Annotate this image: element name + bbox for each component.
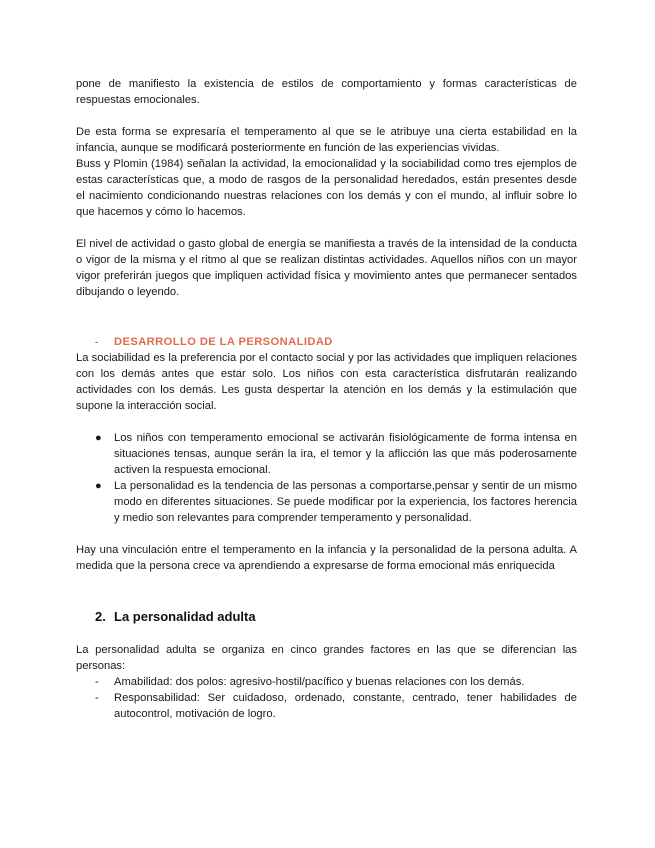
spacer [76, 414, 577, 430]
heading-personalidad-adulta [76, 608, 577, 626]
list-item [76, 690, 577, 722]
spacer [76, 526, 577, 542]
document-page [76, 76, 577, 722]
paragraph-adult-personality: La personalidad adulta se organiza en cinco grandes factores en las que se diferencian las personas: [76, 644, 577, 672]
dash-marker: - [95, 692, 99, 704]
section-heading-desarrollo [76, 334, 577, 350]
spacer [76, 626, 577, 642]
list-item-text: Responsabilidad: Ser cuidadoso, ordenado, constante, centrado, tener habilidades de autocontrol, motivación de logro. [114, 692, 577, 720]
list-item-text: La personalidad es la tendencia de las personas a comportarse,pensar y sentir de un mismo modo en diferentes situaciones. Se puede modificar por la experiencia, los factores herencia y medio son relevantes para comprender temperamento y personalidad. [114, 480, 577, 524]
spacer [76, 300, 577, 334]
list-item-text: Amabilidad: dos polos: agresivo-hostil/pacífico y buenas relaciones con los demás. [114, 676, 525, 688]
list-item-text: Los niños con temperamento emocional se activarán fisiológicamente de forma intensa en situaciones tensas, aunque serán la ira, el temor y la aflicción las que más poderosamente activen la respuesta emocional. [114, 432, 577, 476]
heading-number: 2. [95, 609, 106, 624]
paragraph-sociability: La sociabilidad es la preferencia por el contacto social y por las actividades que impliquen relaciones con los demás antes que estar solo. Los niños con esta característica disfrutarán realizando actividades con los demás. Les gusta despertar la atención en los demás y la estimulación que supone la interacción social. [76, 352, 577, 412]
dash-list [76, 674, 577, 722]
spacer [76, 220, 577, 236]
paragraph-activity-level: El nivel de actividad o gasto global de energía se manifiesta a través de la intensidad de la conducta o vigor de la misma y el ritmo al que se realizan distintas actividades. Aquellos niños con un mayor vigor preferirán juegos que impliquen actividad física y movimiento antes que permanecer sentados dibujando o leyendo. [76, 238, 577, 298]
bullet-icon: ● [95, 432, 102, 444]
spacer [76, 108, 577, 124]
bullet-list [76, 430, 577, 526]
bullet-icon: ● [95, 480, 102, 492]
list-item [76, 674, 577, 690]
heading-title: La personalidad adulta [114, 609, 256, 624]
list-item [76, 430, 577, 478]
list-item [76, 478, 577, 526]
paragraph-buss-plomin: Buss y Plomin (1984) señalan la actividad, la emocionalidad y la sociabilidad como tres ejemplos de estas características que, a modo de rasgos de la personalidad heredados, están presentes desde el nacimiento condicionando nuestras relaciones con los demás y con el mundo, al influir sobre lo que hacemos y cómo lo hacemos. [76, 158, 577, 218]
paragraph-temperament-personality-link: Hay una vinculación entre el temperamento en la infancia y la personalidad de la persona adulta. A medida que la persona crece va aprendiendo a expresarse de forma emocional más enriquecida [76, 544, 577, 572]
paragraph-emotional-responses: pone de manifiesto la existencia de estilos de comportamiento y formas características de respuestas emocionales. [76, 78, 577, 106]
paragraph-temperament-stability: De esta forma se expresaría el temperamento al que se le atribuye una cierta estabilidad en la infancia, aunque se modificará posteriormente en función de las experiencias vividas. [76, 126, 577, 154]
section-title: DESARROLLO DE LA PERSONALIDAD [114, 336, 333, 348]
spacer [76, 574, 577, 608]
dash-marker: - [95, 676, 99, 688]
dash-marker: - [95, 337, 98, 347]
